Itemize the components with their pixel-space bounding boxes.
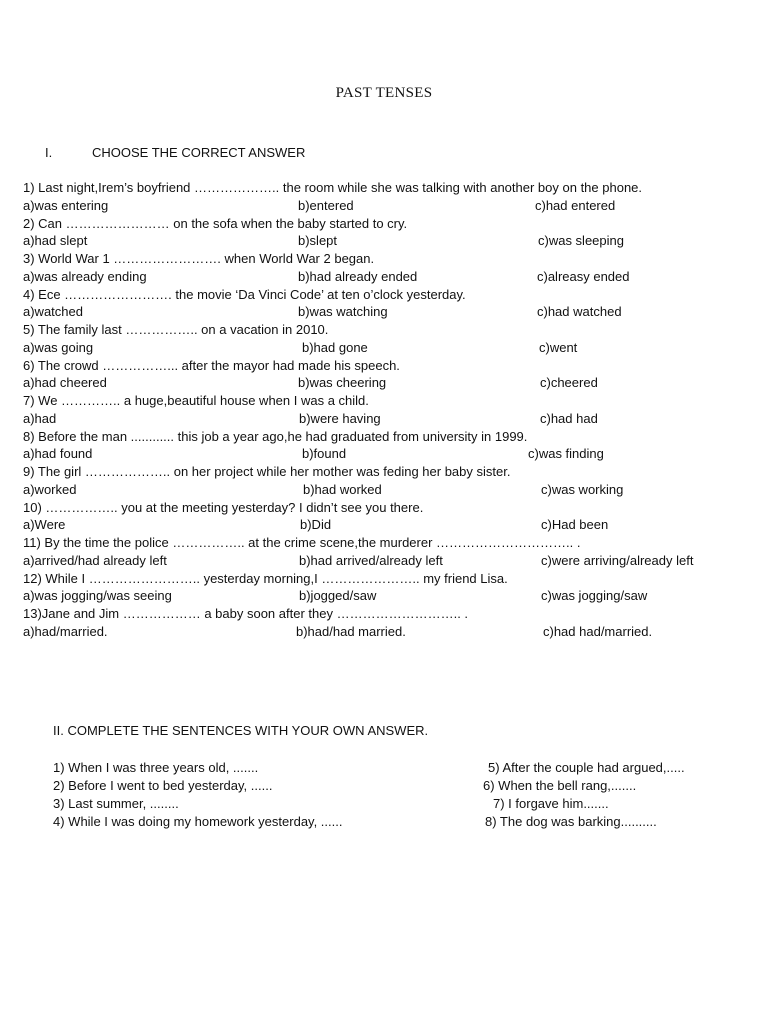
option-c: c)had entered — [535, 197, 616, 213]
section1-heading — [45, 145, 305, 160]
option-a: a)had/married. — [23, 623, 108, 639]
option-c: c)was working — [541, 481, 624, 497]
option-b: b)was cheering — [298, 375, 387, 391]
answer-options — [23, 232, 753, 250]
option-c: c)had watched — [537, 304, 622, 320]
question-text: 11) By the time the police …………….. at the crime scene,the murderer ………………………….. . — [23, 535, 581, 550]
sentence-item: 3) Last summer, ........ — [53, 796, 179, 811]
option-c: c)alreasy ended — [537, 268, 630, 284]
answer-options — [23, 445, 753, 463]
answer-options — [23, 303, 753, 321]
question-text: 8) Before the man ............ this job a year ago,he had graduated from university in 1999. — [23, 428, 528, 444]
option-b: b)slept — [298, 233, 338, 249]
option-c: c)went — [539, 339, 578, 355]
sentence-item: 2) Before I went to bed yesterday, ...... — [53, 778, 273, 793]
page-title: PAST TENSES — [335, 85, 433, 101]
question-text: 2) Can …………………… on the sofa when the baby started to cry. — [23, 215, 408, 231]
option-c: c)had had — [540, 410, 598, 426]
option-b: b)had/had married. — [296, 623, 406, 639]
option-b: b)was watching — [298, 304, 388, 320]
answer-options — [23, 410, 753, 428]
option-c: c)Had been — [541, 517, 609, 533]
answer-options — [23, 481, 753, 499]
answer-options — [23, 516, 753, 534]
answer-options — [23, 339, 753, 357]
answer-options — [23, 623, 753, 641]
question-text: 1) Last night,Irem’s boyfriend ……………….. the room while she was talking with another boy on the phone. — [23, 180, 643, 195]
option-a: a)was jogging/was seeing — [23, 588, 172, 604]
option-b: b)found — [302, 446, 347, 462]
option-b: b)had already ended — [298, 268, 418, 284]
sentence-item: 6) When the bell rang,....... — [483, 778, 637, 793]
sentence-item: 5) After the couple had argued,..... — [488, 760, 685, 775]
question-text: 13)Jane and Jim ……………… a baby soon after they ……………………….. . — [23, 606, 469, 621]
question-text: 6) The crowd ……………... after the mayor had made his speech. — [23, 357, 400, 373]
option-b: b)had gone — [302, 339, 368, 355]
option-a: a)watched — [23, 304, 83, 320]
answer-options — [23, 374, 753, 392]
section1-heading-text: CHOOSE THE CORRECT ANSWER — [92, 145, 306, 160]
option-b: b)were having — [299, 410, 381, 426]
option-b: b)entered — [298, 197, 354, 213]
question-text: 4) Ece ……………………. the movie ‘Da Vinci Code’ at ten o’clock yesterday. — [23, 286, 466, 302]
sentence-item: 4) While I was doing my homework yesterday, ...... — [53, 814, 343, 829]
option-c: c)was jogging/saw — [541, 588, 648, 604]
question-text: 3) World War 1 ……………………. when World War 2 began. — [23, 251, 375, 266]
option-a: a)arrived/had already left — [23, 552, 167, 568]
option-a: a)had found — [23, 446, 93, 462]
question-text: 9) The girl ……………….. on her project while her mother was feding her baby sister. — [23, 464, 511, 479]
option-c: c)was finding — [528, 446, 604, 462]
question-text: 5) The family last …………….. on a vacation in 2010. — [23, 322, 329, 337]
option-a: a)was going — [23, 339, 94, 355]
option-c: c)was sleeping — [538, 233, 624, 249]
answer-options — [23, 268, 753, 286]
option-a: a)had slept — [23, 233, 88, 249]
option-a: a)worked — [23, 481, 77, 497]
question-text: 10) …………….. you at the meeting yesterday? I didn’t see you there. — [23, 499, 424, 515]
option-c: c)cheered — [540, 375, 598, 391]
sentence-item: 8) The dog was barking.......... — [485, 814, 657, 829]
option-b: b)had arrived/already left — [299, 552, 443, 568]
section1-number: I. — [45, 145, 53, 160]
option-a: a)was already ending — [23, 268, 147, 284]
option-a: a)was entering — [23, 197, 109, 213]
section2-heading: II. COMPLETE THE SENTENCES WITH YOUR OWN ANSWER. — [53, 723, 429, 738]
option-a: a)had — [23, 410, 57, 426]
option-a: a)had cheered — [23, 375, 107, 391]
option-b: b)had worked — [303, 481, 382, 497]
question-text: 7) We ………….. a huge,beautiful house when I was a child. — [23, 393, 369, 408]
option-a: a)Were — [23, 517, 66, 533]
sentence-item: 1) When I was three years old, ....... — [53, 760, 259, 775]
answer-options — [23, 587, 753, 605]
answer-options — [23, 197, 753, 215]
option-b: b)jogged/saw — [299, 588, 377, 604]
answer-options — [23, 552, 753, 570]
question-text: 12) While I …………………….. yesterday morning,I ………………….. my friend Lisa. — [23, 570, 508, 586]
option-c: c)were arriving/already left — [541, 552, 694, 568]
option-c: c)had had/married. — [543, 623, 653, 639]
sentence-item: 7) I forgave him....... — [493, 796, 609, 811]
option-b: b)Did — [300, 517, 332, 533]
